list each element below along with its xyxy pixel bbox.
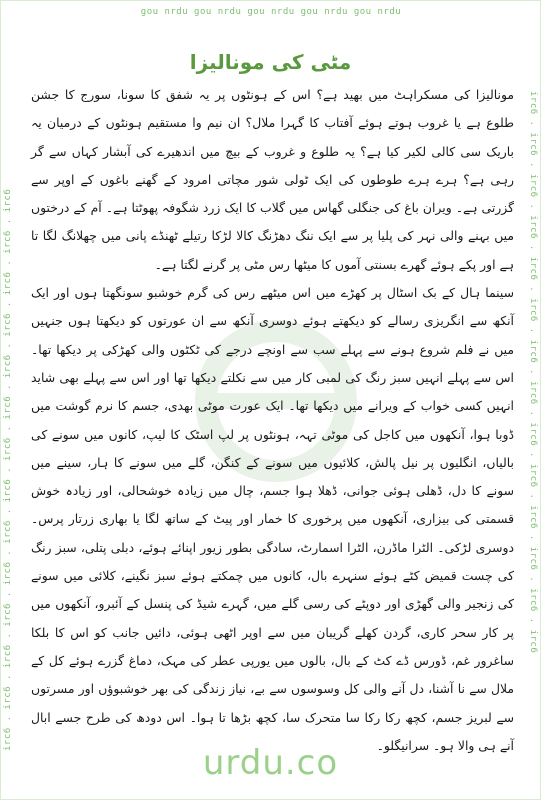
article-paragraph: سینما ہال کے بک اسٹال پر کھڑے میں اس میٹھے رس کی گرم خوشبو سونگھتا ہوں اور ایک آنکھ سے انگریزی رسالے کو دیکھتے ہوئے دوسری آنکھ سے ان عورتوں کو دیکھتا ہوں جنہیں میں نے فلم شروع ہونے سے پہلے سب سے اونچے درجے کی ٹکٹوں والی کھڑکی پر دیکھا تھا۔ اس سے پہلے انہیں سبز رنگ کی لمبی کار میں سے نکلتے دیکھا تھا اور اس سے پہلے بھی شاید انہیں کسی خواب کے ویرانے میں دیکھا تھا۔ ایک عورت موٹی بھدی، جسم کا نرم گوشت میں ڈوبا ہوا، آنکھوں میں کاجل کی موٹی تہہ، ہونٹوں پر لپ اسٹک کا لیپ، کانوں میں سونے کی بالیاں، انگلیوں پر نیل پالش، کلائیوں میں سونے کے کنگن، گلے میں سونے کا ہار، سینے میں سونے کا دل، ڈھلی ہوئی جوانی، ڈھلا ہوا جسم، چال میں زیادہ خوشحالی، اور زیادہ خوش قسمتی کی بیزاری، آنکھوں میں پرخوری کا خمار اور پیٹ کے ساتھ لگا یا بھاری زرتار پرس۔ دوسری لڑکی۔ الٹرا ماڈرن، الٹرا اسمارٹ، سادگی بطور زیور اپنائے ہوئے، دبلی پتلی، سبز رنگ کی چست قمیض کٹے ہوئے سنہرے بال، کانوں میں چمکتے ہوئے سبز نگینے، کلائی میں سونے کی زنجیر والی گھڑی اور دوپٹے کی رسی گلے میں، گہرے شیڈ کی پنسل کے آئبرو، آنکھوں میں پر کار سحر کاری، گردن کھلے گریبان میں سے اوپر اٹھی ہوئی، دائیں جانب کو اس کا بلکا ساغرور غم، ڈورس ڈے کٹ کے بال، بالوں میں یورپی عطر کی مہک، دماغ گزرے ہوئے کل کے ملال سے نا آشنا، دل آنے والی کل وسوسوں سے بے، نیاز زندگی کی بھر خوشبوؤں اور مسرتوں سے لبریز جسم، کچھ رکا رکا سا متحرک سا، کچھ بڑھا تا ہوا۔ اس دودھ کی طرح جسے ابال آنے ہی والا ہو۔ سرانیگلو۔ [31,285,514,753]
decorative-border-top: gou nrdu gou nrdu gou nrdu gou nrdu gou nrdu [140,7,402,17]
article-body [31,81,514,760]
article-title: مٹی کی مونالیزا [189,50,352,75]
article-paragraph: مونالیزا کی مسکراہٹ میں بھید ہے؟ اس کے ہونٹوں پر یہ شفق کا سونا، سورج کا جشن طلوع ہے یا غروب ہوتے ہوئے آفتاب کا گہرا ملال؟ ان نیم وا مستقیم ہونٹوں کے درمیان یہ باریک سی کالی لکیر کیا ہے؟ یہ طلوع و غروب کے بیچ میں اندھیرے کی آبشار کہاں سے گر رہی ہے؟ ہرے ہرے طوطوں کی ایک ٹولی شور مچاتی امرود کے گھنے باغوں کے اوپر سے گزرتی ہے۔ ویران باغ کی جنگلی گھاس میں گلاب کا ایک زرد شگوفہ پھوٹتا ہے۔ آم کے درختوں میں بہنے والی نہر کی پلیا پر سے ایک ننگ دھڑنگ کالا لڑکا رتیلے ٹھنڈے پانی میں چھلانگ لگا تا ہے اور پکے ہوئے گھرے بسنتی آموں کا میٹھا رس مٹی پر گرنے لگتا ہے۔ [31,87,514,272]
decorative-border-right: irc6 . irc6 . irc6 . irc6 . irc6 . irc6 . irc6 . irc6 . irc6 . irc6 . irc6 . irc6 . irc6 . irc6 [528,91,538,654]
site-logo: urdu.co [202,743,339,783]
decorative-border-left: irc6 . irc6 . irc6 . irc6 . irc6 . irc6 . irc6 . irc6 . irc6 . irc6 . irc6 . irc6 . irc6 . irc6 [3,188,13,751]
